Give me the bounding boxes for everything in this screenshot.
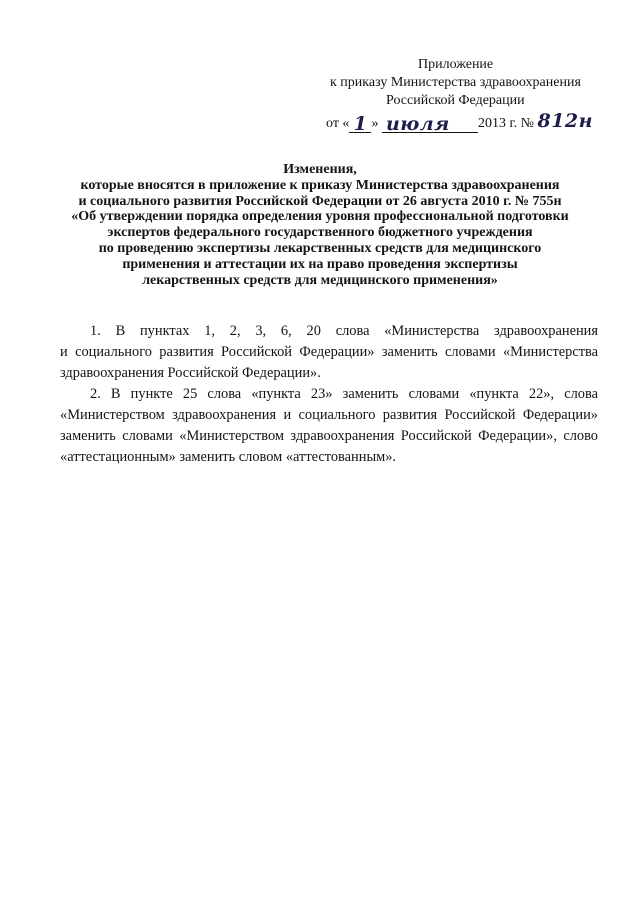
date-month-handwritten: июля — [385, 113, 450, 135]
title-line: по проведению экспертизы лекарственных средств для медицинского — [98, 240, 542, 256]
title-line: экспертов федерального государственного бюджетного учреждения — [107, 225, 533, 241]
item-1-line: здравоохранения Российской Федерации». — [60, 365, 321, 381]
title-line: «Об утверждении порядка определения уровня профессиональной подготовки — [71, 209, 569, 225]
title-line: которые вносятся в приложение к приказу Министерства здравоохранения — [80, 177, 560, 193]
item-2-line: «Министерством здравоохранения и социального развития Российской Федерации» — [60, 407, 598, 423]
item-2-line: заменить словами «Министерством здравоохранения Российской Федерации», слово — [60, 428, 598, 444]
title-line: лекарственных средств для медицинского применения» — [142, 272, 498, 288]
order-number-handwritten: 812н — [537, 110, 593, 132]
document-title — [0, 162, 640, 288]
title-line: применения и аттестации их на право проведения экспертизы — [122, 256, 518, 272]
appendix-order-ref: к приказу Министерства здравоохранения — [330, 75, 581, 90]
item-1 — [60, 321, 598, 384]
date-mid: » — [371, 116, 379, 131]
document-body — [60, 321, 598, 468]
appendix-label: Приложение — [418, 57, 494, 72]
item-1-line: 1. В пунктах 1, 2, 3, 6, 20 слова «Министерства здравоохранения — [90, 323, 598, 339]
item-2-line: 2. В пункте 25 слова «пункта 23» заменить словами «пункта 22», слова — [90, 386, 598, 402]
title-line: Изменения, — [283, 162, 357, 177]
item-1-line: и социального развития Российской Федерации» заменить словами «Министерства — [60, 344, 598, 360]
appendix-date-line — [326, 112, 593, 133]
title-line: и социального развития Российской Федерации от 26 августа 2010 г. № 755н — [78, 193, 562, 209]
item-2 — [60, 384, 598, 468]
date-day-blank — [349, 115, 371, 133]
item-2-line: «аттестационным» заменить словом «аттестованным». — [60, 449, 397, 465]
appendix-federation: Российской Федерации — [386, 93, 525, 108]
date-prefix: от « — [326, 116, 350, 131]
date-year: 2013 г. № — [477, 116, 534, 131]
date-day-handwritten: 1 — [353, 113, 368, 135]
date-month-blank — [382, 115, 478, 133]
